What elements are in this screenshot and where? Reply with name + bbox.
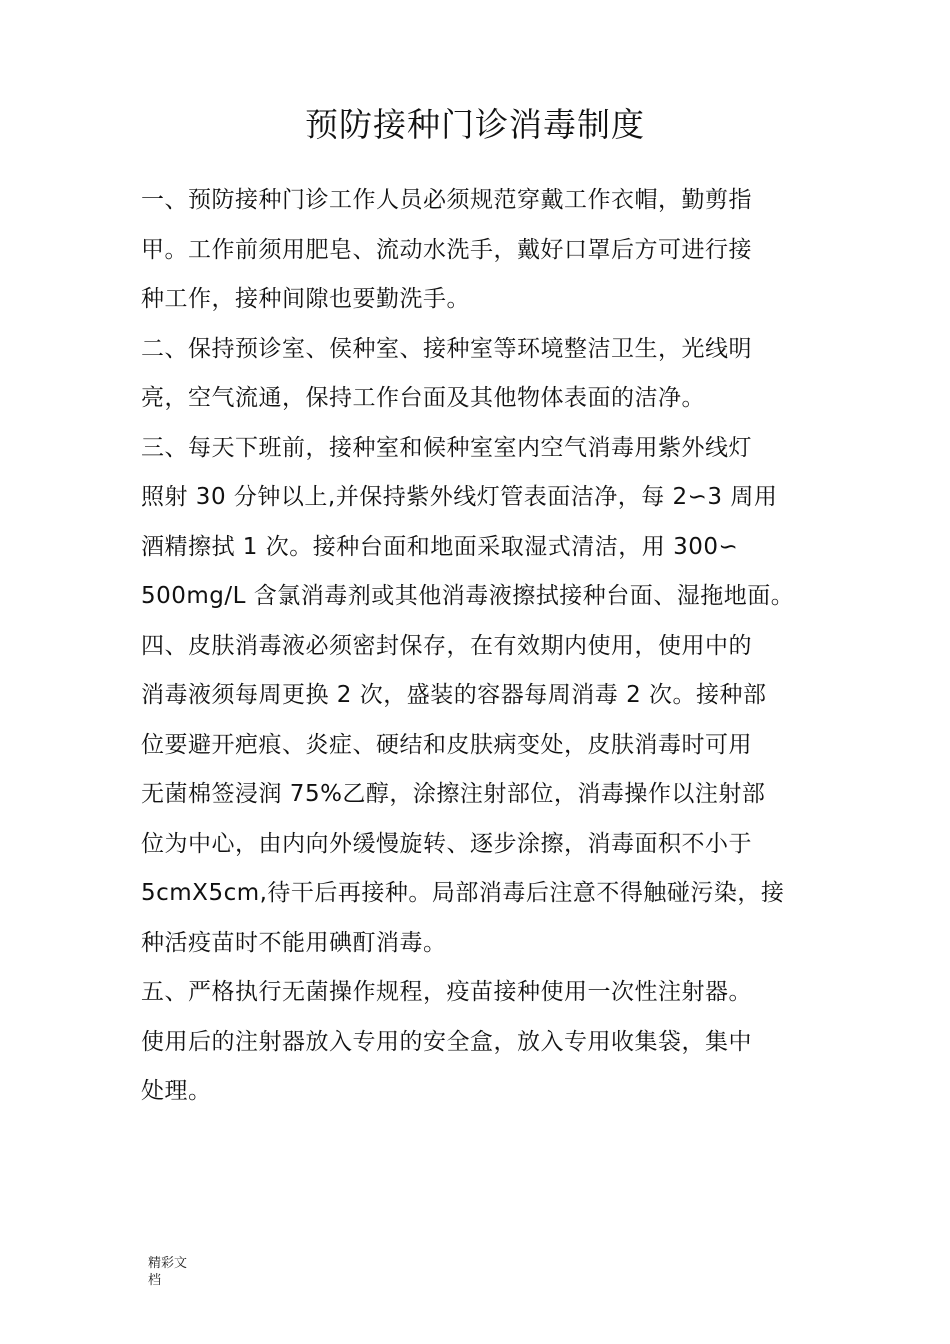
footer-label [148,1255,208,1289]
body-line: 消毒液须每周更换 2 次，盛装的容器每周消毒 2 次。接种部 [141,682,767,708]
footer-line: 精彩文 [148,1256,188,1271]
footer-line: 档 [148,1273,162,1288]
body-line: 四、皮肤消毒液必须密封保存，在有效期内使用，使用中的 [141,632,752,659]
body-line: 五、严格执行无菌操作规程，疫苗接种使用一次性注射器。 [141,979,752,1005]
body-line: 二、保持预诊室、侯种室、接种室等环境整洁卫生，光线明 [141,335,752,362]
body-line: 处理。 [141,1078,212,1104]
body-line: 无菌棉签浸润 75%乙醇，涂擦注射部位，消毒操作以注射部 [141,781,766,807]
body-line: 种工作，接种间隙也要勤洗手。 [141,286,470,312]
body-line: 种活疫苗时不能用碘酊消毒。 [141,929,447,956]
page-title: 预防接种门诊消毒制度 [305,105,645,144]
body-line: 亮，空气流通，保持工作台面及其他物体表面的洁净。 [141,385,705,411]
body-line: 照射 30 分钟以上,并保持紫外线灯管表面洁净，每 2∽3 周用 [141,484,778,510]
body-line: 三、每天下班前，接种室和候种室室内空气消毒用紫外线灯 [141,434,752,461]
body-line: 使用后的注射器放入专用的安全盒，放入专用收集袋，集中 [141,1028,752,1055]
body-line: 500mg/L 含氯消毒剂或其他消毒液擦拭接种台面、湿拖地面。 [141,583,795,609]
body-line: 酒精擦拭 1 次。接种台面和地面采取湿式清洁，用 300∽ [141,533,739,560]
body-line: 位为中心，由内向外缓慢旋转、逐步涂擦，消毒面积不小于 [141,830,752,857]
document-body [141,176,813,1117]
body-line: 一、预防接种门诊工作人员必须规范穿戴工作衣帽，勤剪指 [141,187,752,213]
body-line: 甲。工作前须用肥皂、流动水洗手，戴好口罩后方可进行接 [141,236,752,263]
body-line: 5cmX5cm,待干后再接种。局部消毒后注意不得触碰污染，接 [141,880,785,906]
body-line: 位要避开疤痕、炎症、硬结和皮肤病变处，皮肤消毒时可用 [141,731,752,758]
